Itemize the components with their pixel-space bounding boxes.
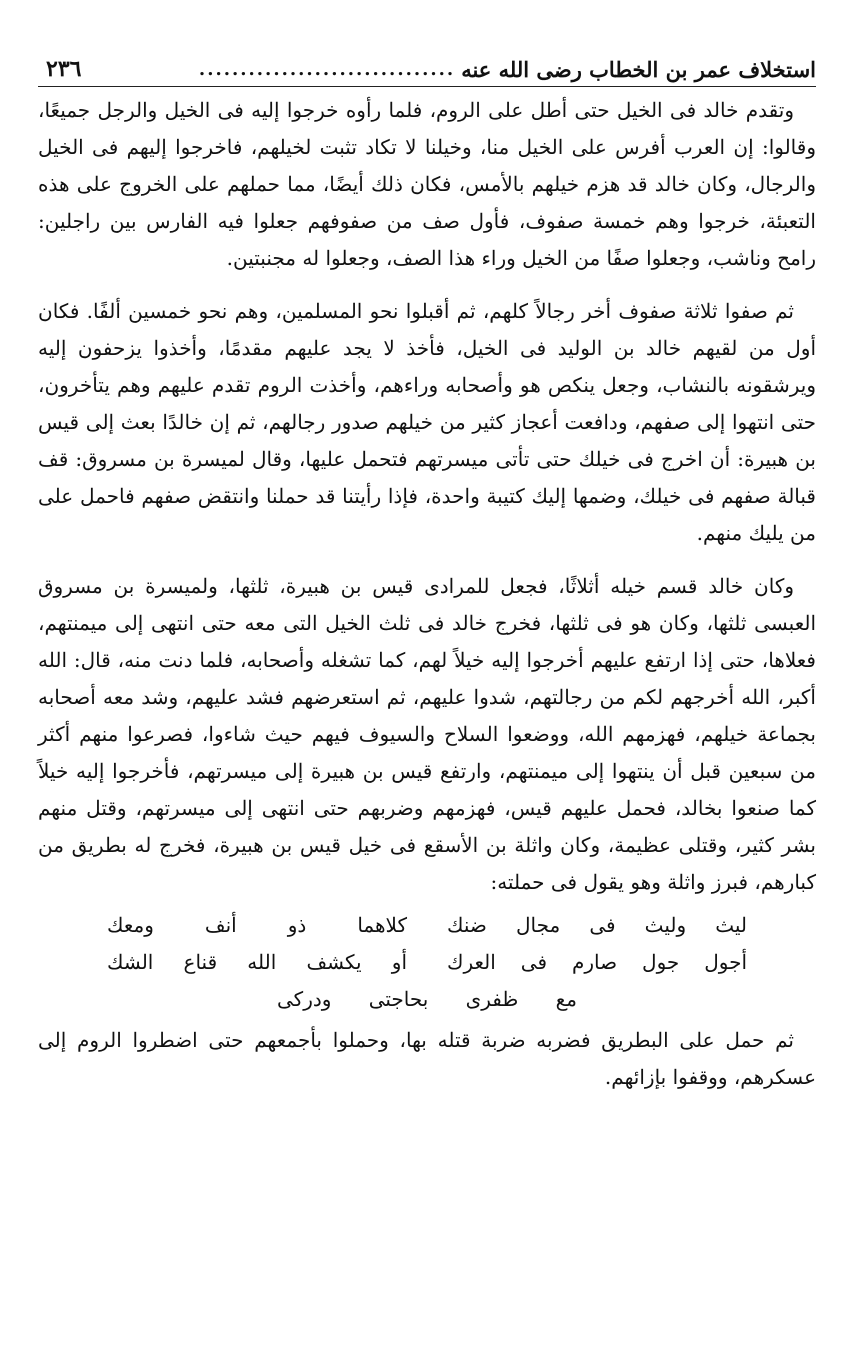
- running-header: [38, 52, 816, 86]
- paragraph-3: وكان خالد قسم خيله أثلاثًا، فجعل للمرادى قيس بن هبيرة، ثلثها، ولميسرة بن مسروق العبسى ثلثها، وكان هو فى ثلثها، فخرج خالد فى ثلث الخيل التى معه حتى انتهى إلى ميمنتهم، فعلاها، حتى إذا ارتفع عليهم أخرجوا إليه خيلاً لهم، كما تشغله وأصحابه، فلما دنت منه، قال: الله أكبر، الله أخرجهم لكم من رجالتهم، شدوا عليهم، ثم استعرضهم فشد عليهم، وشد معه أصحابه بجماعة خيلهم، فهزمهم الله، ووضعوا السلاح والسيوف فيهم حيث شاءوا، فصرعوا منهم أكثر من سبعين قبل أن ينتهوا إلى ميمنتهم، وارتفع قيس بن هبيرة إلى ميسرتهم، فأخرجوا إليه خيلاً كما صنعوا بخالد، فحمل عليهم قيس، فهزمهم وضربهم حتى انتهى إلى ميسرتهم، وقتل منهم بشر كثير، وقتلى عظيمة، وكان واثلة بن الأسقع فى خيل قيس بن هبيرة، فخرج له بطريق من كبارهم، فبرز واثلة وهو يقول فى حملته:: [38, 574, 816, 894]
- verse-3-text: مع ظفرى بحاجتى ودركى: [277, 987, 577, 1011]
- verse-2-first-hemistich: أجول جول صارم فى العرك: [447, 950, 747, 974]
- verse-2-second-hemistich: أو يكشف الله قناع الشك: [107, 950, 407, 974]
- poem-verse-2: [38, 944, 816, 981]
- closing-paragraph: ثم حمل على البطريق فضربه ضربة قتله بها، وحملوا بأجمعهم حتى اضطروا الروم إلى عسكرهم، ووقفوا بإزائهم.: [38, 1028, 816, 1089]
- header-divider: [38, 86, 816, 87]
- verse-1-second-hemistich: كلاهما ذو أنف ومعك: [107, 913, 407, 937]
- header-leader-dots: ...............................: [198, 58, 456, 80]
- paragraph-2: ثم صفوا ثلاثة صفوف أخر رجالاً كلهم، ثم أقبلوا نحو المسلمين، وهم نحو خمسين ألفًا. فكان أول من لقيهم خالد بن الوليد فى الخيل، فأخذ لا يجد عليهم مقدمًا، وأخذوا يزحفون إليه ويرشقونه بالنشاب، وجعل ينكص هو وأصحابه وراءهم، وأخذت الروم تقدم عليهم وهم يتأخرون، حتى انتهوا إلى صفهم، ودافعت أعجاز كثير من خيلهم صدور رجالهم، ثم إن خالدًا بعث إلى قيس بن هبيرة: أن اخرج فى خيلك حتى تأتى ميسرتهم فتحمل عليها، وقال لميسرة بن مسروق: قف قبالة صفهم فى خيلك، وضمها إليك كتيبة واحدة، فإذا رأيتنا قد حملنا وانتقض صفهم فاحمل على من يليك منهم.: [38, 299, 816, 545]
- paragraph-1: وتقدم خالد فى الخيل حتى أطل على الروم، فلما رأوه خرجوا إليه فى الخيل والرجل جميعًا، وقالوا: إن العرب أفرس على الخيل منا، وخيلنا لا تكاد تثبت لخيلهم، فاخرجوا إليهم فى الخيل والرجال، وكان خالد قد هزم خيلهم بالأمس، فكان ذلك أيضًا، مما حملهم على الخروج على هذه التعبئة، خرجوا وهم خمسة صفوف، فأول صف من صفوفهم جعلوا فيه الفارس بين راجلين: رامح وناشب، وجعلوا صفًا من الخيل وراء هذا الصف، وجعلوا له مجنبتين.: [38, 98, 816, 270]
- poem-verse-3: [38, 981, 816, 1018]
- poem: [38, 907, 816, 1018]
- verse-1-first-hemistich: ليث وليث فى مجال ضنك: [447, 913, 747, 937]
- poem-verse-1: [38, 907, 816, 944]
- chapter-title: استخلاف عمر بن الخطاب رضى الله عنه: [461, 56, 816, 82]
- page-body: [38, 92, 816, 1112]
- page-number: ٢٣٦: [46, 56, 82, 82]
